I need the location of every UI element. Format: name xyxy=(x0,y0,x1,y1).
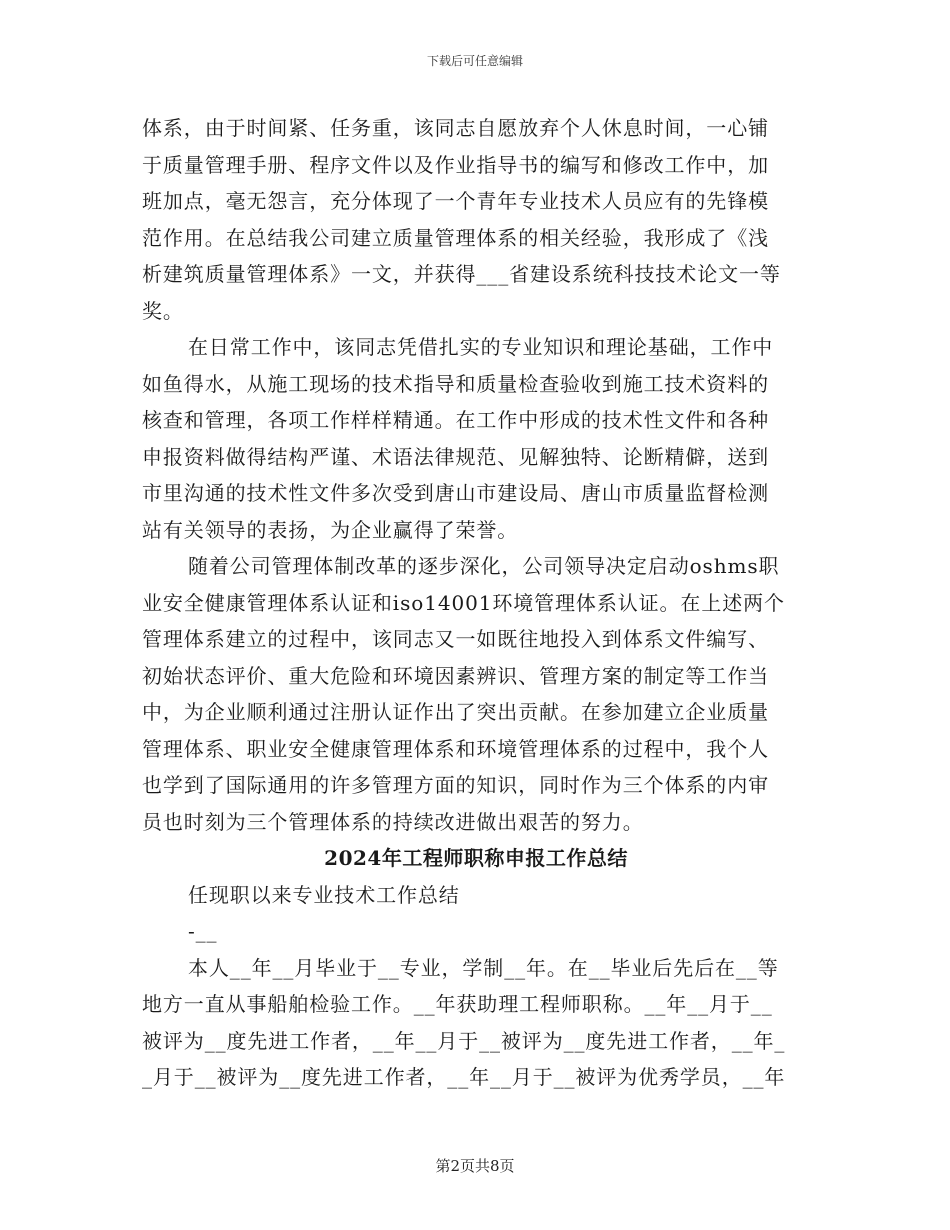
page-header: 下载后可任意编辑 xyxy=(426,54,523,68)
text-line: 申报资料做得结构严谨、术语法律规范、见解独特、论断精僻，送到 xyxy=(142,444,769,469)
text-line: 初始状态评价、重大危险和环境因素辨识、管理方案的制定等工作当 xyxy=(142,663,769,688)
text-line: _月于__被评为__度先进工作者，__年__月于__被评为优秀学员，__年 xyxy=(142,1065,786,1089)
text-line: 市里沟通的技术性文件多次受到唐山市建设局、唐山市质量监督检测 xyxy=(142,481,769,505)
text-line: 站有关领导的表扬，为企业赢得了荣誉。 xyxy=(142,517,519,542)
section-title: 2024年工程师职称申报工作总结 xyxy=(324,846,628,870)
text-line: 在日常工作中，该同志凭借扎实的专业知识和理论基础，工作中 xyxy=(188,335,774,359)
text-line: 体系，由于时间紧、任务重，该同志自愿放弃个人休息时间，一心铺 xyxy=(142,116,769,140)
text-line: 管理体系建立的过程中，该同志又一如既往地投入到体系文件编写、 xyxy=(142,627,769,651)
text-line: 范作用。在总结我公司建立质量管理体系的相关经验，我形成了《浅 xyxy=(142,225,769,250)
text-line: -__ xyxy=(188,919,218,943)
text-line: 地方一直从事船舶检验工作。__年获助理工程师职称。__年__月于__ xyxy=(142,992,773,1016)
text-line: 析建筑质量管理体系》一文，并获得___省建设系统科技技术论文一等 xyxy=(142,262,781,286)
text-line: 中，为企业顺利通过注册认证作出了突出贡献。在参加建立企业质量 xyxy=(142,700,769,724)
text-line: 随着公司管理体制改革的逐步深化，公司领导决定启动oshms职 xyxy=(188,554,780,578)
text-line: 核查和管理，各项工作样样精通。在工作中形成的技术性文件和各种 xyxy=(142,408,769,432)
text-line: 于质量管理手册、程序文件以及作业指导书的编写和修改工作中，加 xyxy=(142,152,769,177)
document-body xyxy=(142,110,810,1096)
text-line: 本人__年__月毕业于__专业，学制__年。在__毕业后先后在__等 xyxy=(188,955,779,980)
text-line: 管理体系、职业安全健康管理体系和环境管理体系的过程中，我个人 xyxy=(142,736,769,761)
text-line: 员也时刻为三个管理体系的持续改进做出艰苦的努力。 xyxy=(142,809,644,834)
text-line: 也学到了国际通用的许多管理方面的知识，同时作为三个体系的内审 xyxy=(142,773,769,797)
text-line: 任现职以来专业技术工作总结 xyxy=(188,882,460,907)
page-number-footer: 第2页共8页 xyxy=(435,1157,515,1175)
text-line: 奖。 xyxy=(142,298,184,323)
text-line: 班加点，毫无怨言，充分体现了一个青年专业技术人员应有的先锋模 xyxy=(142,189,769,213)
text-line: 业安全健康管理体系认证和iso14001环境管理体系认证。在上述两个 xyxy=(142,590,785,615)
text-line: 被评为__度先进工作者，__年__月于__被评为__度先进工作者，__年_ xyxy=(142,1028,786,1053)
text-line: 如鱼得水，从施工现场的技术指导和质量检查验收到施工技术资料的 xyxy=(142,371,769,396)
